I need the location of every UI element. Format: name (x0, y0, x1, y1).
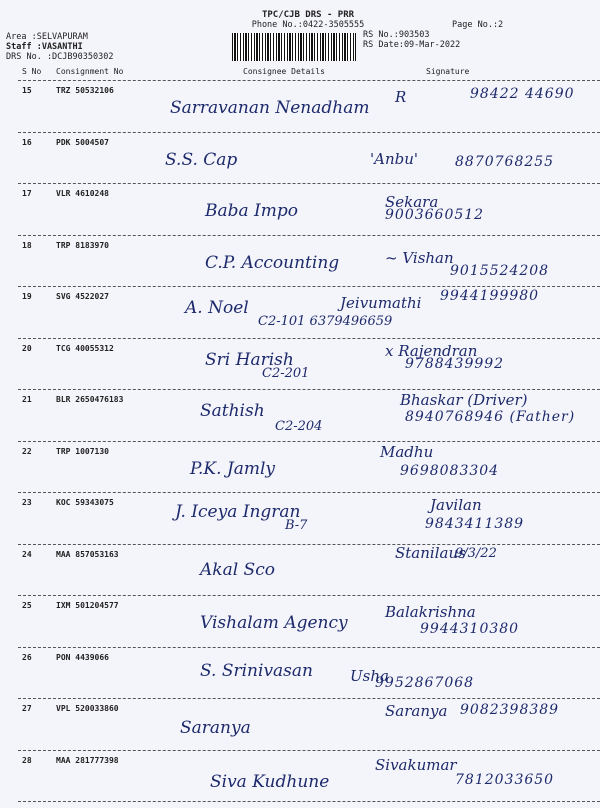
row-consignment-number: SVG 4522027 (56, 292, 109, 301)
row-consignment-number: TCG 40055312 (56, 343, 114, 353)
col-consignment: Consignment No (56, 67, 124, 76)
table-row (0, 647, 600, 705)
row-serial-number: 27 (22, 704, 32, 713)
table-row (0, 492, 600, 550)
receiver-signature: Saranya (385, 702, 448, 720)
document-header (228, 10, 388, 30)
row-consignment-number: TRP 1007130 (56, 446, 109, 456)
table-row (0, 235, 600, 293)
receiver-signature: R (395, 88, 407, 106)
receiver-signature: Madhu (380, 442, 434, 461)
receiver-phone: 9788439992 (405, 355, 505, 372)
column-headers (0, 67, 600, 79)
row-serial-number: 17 (22, 189, 32, 198)
phone-number: Phone No.:0422-3505555 (251, 20, 365, 30)
row-serial-number: 23 (22, 498, 32, 507)
receiver-phone: 9082398389 (460, 702, 560, 718)
receiver-phone: 9944199980 (440, 288, 540, 304)
row-consignment-number: KOC 59343075 (56, 498, 114, 507)
row-consignment-number: VLR 4610248 (56, 189, 109, 198)
col-signature: Signature (426, 67, 470, 76)
row-serial-number: 19 (22, 292, 32, 301)
receiver-signature: ~ Vishan (385, 248, 454, 267)
table-row (0, 132, 600, 190)
staff-field: Staff :VASANTHI (6, 42, 83, 52)
receiver-signature: x Rajendran (385, 341, 478, 360)
receiver-signature: Bhaskar (Driver) (400, 391, 528, 409)
table-row (0, 183, 600, 241)
rs-date: RS Date:09-Mar-2022 (363, 40, 461, 50)
row-serial-number: 24 (22, 549, 32, 559)
row-serial-number: 15 (22, 86, 32, 95)
consignee-name: Vishalam Agency (200, 613, 348, 633)
receiver-signature: Jeivumathi (340, 294, 422, 312)
receiver-phone: 8870768255 (455, 153, 555, 170)
row-serial-number: 26 (22, 652, 32, 662)
table-row (0, 389, 600, 447)
receiver-phone: 98422 44690 (470, 86, 575, 102)
table-row (0, 338, 600, 396)
receiver-phone: 9944310380 (420, 621, 520, 637)
row-consignment-number: TRP 8183970 (56, 240, 109, 250)
row-consignment-number: VPL 520033860 (56, 704, 119, 713)
table-row (0, 595, 600, 653)
receiver-signature: Javilan (430, 496, 482, 514)
area-field: Area :SELVAPURAM (6, 32, 88, 42)
receiver-signature: Sekara (385, 193, 439, 211)
col-sno: S No (22, 67, 42, 76)
handwritten-note: C2-101 6379496659 (258, 314, 393, 329)
consignee-name: S. Srinivasan (200, 660, 313, 681)
row-consignment-number: MAA 281777398 (56, 755, 119, 765)
receiver-signature: Stanilaus (395, 543, 466, 562)
consignee-name: P.K. Jamly (190, 458, 276, 479)
receiver-phone: 9952867068 (375, 674, 475, 691)
receiver-phone: 9843411389 (425, 516, 525, 532)
row-serial-number: 18 (22, 240, 32, 250)
consignee-name: Sathish (200, 401, 265, 421)
row-serial-number: 21 (22, 395, 32, 404)
row-serial-number: 20 (22, 343, 32, 353)
receiver-signature: 'Anbu' (370, 149, 419, 168)
handwritten-note: C2-201 (262, 365, 310, 381)
receiver-phone: 8940768946 (Father) (405, 409, 576, 425)
row-consignment-number: MAA 857053163 (56, 549, 119, 559)
receiver-phone: 9015524208 (450, 262, 550, 279)
barcode (232, 33, 356, 61)
table-row (0, 698, 600, 756)
drs-number: DRS No. :DCJB90350302 (6, 52, 114, 62)
page-number: Page No.:2 (452, 20, 504, 30)
row-consignment-number: PON 4439066 (56, 652, 109, 662)
row-consignment-number: IXM 501204577 (56, 601, 119, 610)
receiver-phone: 7812033650 (455, 771, 555, 788)
table-row (0, 441, 600, 499)
table-row (0, 286, 600, 344)
col-consignee: Consignee Details (243, 67, 325, 76)
receiver-signature: Usha (350, 666, 389, 685)
receiver-phone: 9003660512 (385, 207, 485, 223)
rs-details (363, 30, 460, 50)
row-divider (18, 801, 600, 802)
handwritten-note: 9/3/22 (455, 545, 497, 561)
consignee-name: C.P. Accounting (205, 252, 340, 273)
row-serial-number: 22 (22, 446, 32, 456)
consignee-name: Sarravanan Nenadham (170, 98, 370, 118)
table-row (0, 750, 600, 808)
table-row (0, 544, 600, 602)
handwritten-note: B-7 (285, 518, 308, 533)
receiver-signature: Balakrishna (385, 603, 476, 621)
row-serial-number: 28 (22, 755, 32, 765)
consignee-name: J. Iceya Ingran (175, 502, 301, 522)
row-consignment-number: BLR 2650476183 (56, 395, 124, 404)
drs-details (6, 32, 113, 62)
row-serial-number: 25 (22, 601, 32, 610)
consignee-name: Sri Harish (205, 349, 294, 370)
table-row (0, 80, 600, 138)
consignee-name: Baba Impo (205, 201, 299, 221)
receiver-phone: 9698083304 (400, 462, 500, 479)
row-consignment-number: PDK 5004507 (56, 137, 109, 147)
rs-number: RS No.:903503 (363, 30, 430, 40)
consignee-name: S.S. Cap (165, 149, 238, 170)
handwritten-note: C2-204 (275, 419, 323, 434)
consignee-name: Akal Sco (200, 559, 275, 580)
row-consignment-number: TRZ 50532106 (56, 86, 114, 95)
receiver-signature: Sivakumar (375, 755, 457, 774)
consignee-name: Siva Kudhune (210, 771, 330, 792)
consignee-name: A. Noel (185, 298, 249, 318)
row-serial-number: 16 (22, 137, 32, 147)
document-title: TPC/CJB DRS - PRR (261, 10, 355, 20)
consignee-name: Saranya (180, 718, 251, 738)
